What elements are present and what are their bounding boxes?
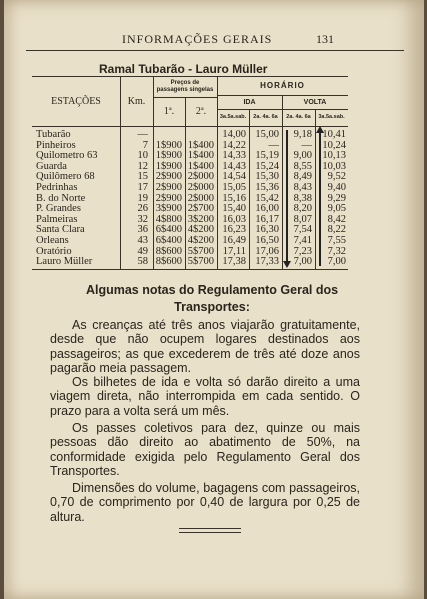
km-value: 32 xyxy=(137,213,148,225)
station-name: Santa Clara xyxy=(36,224,85,236)
station-name: Quilômero 68 xyxy=(36,171,95,183)
ida-time: 15,05 xyxy=(222,181,246,193)
table-bottom-rule xyxy=(32,269,348,270)
volta-time: 8,42 xyxy=(327,213,346,225)
km-value: 12 xyxy=(137,160,148,172)
header-rule xyxy=(26,50,404,51)
volta-time: 7,55 xyxy=(327,234,346,246)
route-title: Ramal Tubarão - Lauro Müller xyxy=(99,62,268,76)
km-value: 7 xyxy=(142,139,148,151)
second-class-price: 2$000 xyxy=(187,171,214,183)
note-paragraph: Os passes coletivos para dez, quinze ou mais pessoas dão direito ao abatimento de 50%, na conformidade exigida pelo Regulamento Geral dos Transportes. xyxy=(50,421,360,478)
second-class-price: 2$000 xyxy=(187,181,214,193)
header-schedule: HORÁRIO xyxy=(260,81,305,90)
ida-time: 15,19 xyxy=(255,150,279,162)
volta-time: 9,40 xyxy=(327,181,346,193)
ida-time: 14,00 xyxy=(222,129,246,140)
second-class-price: 1$400 xyxy=(187,150,214,162)
first-class-price: 2$900 xyxy=(155,192,182,204)
second-class-price: 1$400 xyxy=(187,160,214,172)
volta-time: 7,23 xyxy=(293,245,312,257)
station-name: Quilometro 63 xyxy=(36,150,98,162)
ida-time: 16,49 xyxy=(222,234,246,246)
ida-time: 17,33 xyxy=(255,256,279,268)
ida-time: 15,36 xyxy=(255,181,279,193)
second-class-price: 5$700 xyxy=(187,256,214,268)
ida-time: 14,33 xyxy=(222,150,246,162)
first-class-price: 8$600 xyxy=(155,256,182,268)
header-days: 2a. 4a. 6a xyxy=(286,114,311,120)
ida-time: 15,42 xyxy=(255,192,279,204)
volta-time: 9,18 xyxy=(293,129,312,140)
volta-time: 9,29 xyxy=(327,192,346,204)
first-class-column xyxy=(153,141,182,268)
header-ida: IDA xyxy=(243,99,256,106)
volta-time: 9,05 xyxy=(327,203,346,215)
volta-time: 10,24 xyxy=(322,139,346,151)
km-column xyxy=(120,130,148,268)
ida-time: 14,54 xyxy=(222,171,246,183)
header-km: Km. xyxy=(127,96,146,107)
first-class-price: 1$900 xyxy=(155,150,182,162)
ida-time: 16,50 xyxy=(255,234,279,246)
stations-column xyxy=(36,130,120,268)
second-class-price: 2$700 xyxy=(187,203,214,215)
second-class-price: 4$200 xyxy=(187,234,214,246)
end-rule xyxy=(179,528,241,529)
header-first-class: 1ª. xyxy=(163,106,175,117)
first-class-price: 6$400 xyxy=(155,224,182,236)
volta-time: 8,43 xyxy=(293,181,312,193)
volta-time: 7,00 xyxy=(293,256,312,268)
notes-title: Algumas notas do Regulamento Geral dos Transportes: xyxy=(85,283,339,314)
station-name: Orleans xyxy=(36,234,69,246)
volta-time: 10,41 xyxy=(322,129,346,140)
ida-time: 17,11 xyxy=(222,245,246,257)
header-second-class: 2ª. xyxy=(195,106,207,117)
down-arrow-icon xyxy=(286,130,288,266)
ida-time: 16,23 xyxy=(222,224,246,236)
station-name: Pinheiros xyxy=(36,139,76,151)
running-head xyxy=(4,30,424,50)
first-class-price: 8$600 xyxy=(155,245,182,257)
header-days: 2a. 4a. 6a xyxy=(253,114,278,120)
ida-time: 14,43 xyxy=(222,160,246,172)
station-name: B. do Norte xyxy=(36,192,86,204)
ida-time: 15,24 xyxy=(255,160,279,172)
up-arrow-icon xyxy=(319,128,321,266)
ida-time: 15,30 xyxy=(255,171,279,183)
first-class-price: 2$900 xyxy=(155,181,182,193)
km-value: — xyxy=(137,129,148,140)
km-value: 36 xyxy=(137,224,148,236)
note-paragraph: As creanças até três anos viajarão gratuitamente, desde que não ocupem logares destinados aos passageiros; as que excederem de três até doze anos pagarão meia passagem. xyxy=(50,318,360,375)
station-name: Oratório xyxy=(36,245,72,257)
km-value: 58 xyxy=(137,256,148,268)
volta-time: 9,52 xyxy=(327,171,346,183)
ida-time: 16,17 xyxy=(255,213,279,225)
volta-time: 9,00 xyxy=(293,150,312,162)
first-class-price: 1$900 xyxy=(155,139,182,151)
ida-time: 16,30 xyxy=(255,224,279,236)
km-value: 49 xyxy=(137,245,148,257)
km-value: 19 xyxy=(137,192,148,204)
station-name: Lauro Müller xyxy=(36,256,93,268)
end-rule xyxy=(179,532,241,533)
second-class-column xyxy=(185,141,214,268)
km-value: 15 xyxy=(137,171,148,183)
station-name: Palmeiras xyxy=(36,213,78,225)
km-value: 17 xyxy=(137,181,148,193)
ida-time: 15,00 xyxy=(255,129,279,140)
timetable xyxy=(32,76,348,270)
header-days: 3a.5a.sab. xyxy=(318,114,345,120)
volta-time: 7,54 xyxy=(293,224,312,236)
km-value: 10 xyxy=(137,150,148,162)
first-class-price: 4$800 xyxy=(155,213,182,225)
station-name: P. Grandes xyxy=(36,203,81,215)
ida-time: 16,03 xyxy=(222,213,246,225)
first-class-price: 3$900 xyxy=(155,203,182,215)
running-head-title: INFORMAÇÕES GERAIS xyxy=(122,32,273,46)
volta-time: 7,00 xyxy=(327,256,346,268)
note-paragraph: Dimensões do volume, bagagens com passageiros, 0,70 de comprimento por 0,40 de largura por 0,25 de altura. xyxy=(50,481,360,524)
volta-time: 10,03 xyxy=(322,160,346,172)
volta-time: 8,22 xyxy=(327,224,346,236)
volta-time: 8,38 xyxy=(293,192,312,204)
ida-2-column xyxy=(249,130,279,268)
table-top-rule xyxy=(32,76,348,77)
note-paragraph: Os bilhetes de ida e volta só darão direito a uma viagem direta, não interrompida em cada sentido. O prazo para a volta será um mês. xyxy=(50,375,360,418)
ida-time: 15,40 xyxy=(222,203,246,215)
header-volta: VOLTA xyxy=(303,99,327,106)
volta-time: 8,49 xyxy=(293,171,312,183)
header-days: 3a.5a.sab. xyxy=(219,114,247,120)
volta-time: 8,07 xyxy=(293,213,312,225)
page-number: 131 xyxy=(316,32,334,46)
book-page xyxy=(4,0,424,599)
km-value: 26 xyxy=(137,203,148,215)
ida-time: — xyxy=(268,139,279,151)
first-class-price: 2$900 xyxy=(155,171,182,183)
ida-time: 17,38 xyxy=(222,256,246,268)
volta-time: — xyxy=(301,139,312,151)
ida-time: 16,00 xyxy=(255,203,279,215)
station-name: Guarda xyxy=(36,160,67,172)
table-header-rule xyxy=(32,126,348,127)
station-name: Tubarão xyxy=(36,129,71,140)
ida-time: 17,06 xyxy=(255,245,279,257)
first-class-price: 1$900 xyxy=(155,160,182,172)
volta-time: 7,41 xyxy=(293,234,312,246)
second-class-price: 1$400 xyxy=(187,139,214,151)
volta-time: 10,13 xyxy=(322,150,346,162)
header-stations: ESTAÇÕES xyxy=(51,96,101,107)
first-class-price: 6$400 xyxy=(155,234,182,246)
km-value: 43 xyxy=(137,234,148,246)
volta-time: 7,32 xyxy=(327,245,346,257)
second-class-price: 2$000 xyxy=(187,192,214,204)
second-class-price: 5$700 xyxy=(187,245,214,257)
ida-time: 14,22 xyxy=(222,139,246,151)
second-class-price: 4$200 xyxy=(187,224,214,236)
volta-time: 8,55 xyxy=(293,160,312,172)
volta-time: 8,20 xyxy=(293,203,312,215)
second-class-price: 3$200 xyxy=(187,213,214,225)
ida-1-column xyxy=(217,130,246,268)
station-name: Pedrinhas xyxy=(36,181,78,193)
ida-time: 15,16 xyxy=(222,192,246,204)
header-prices: Preços de passagens singelas xyxy=(156,80,214,93)
